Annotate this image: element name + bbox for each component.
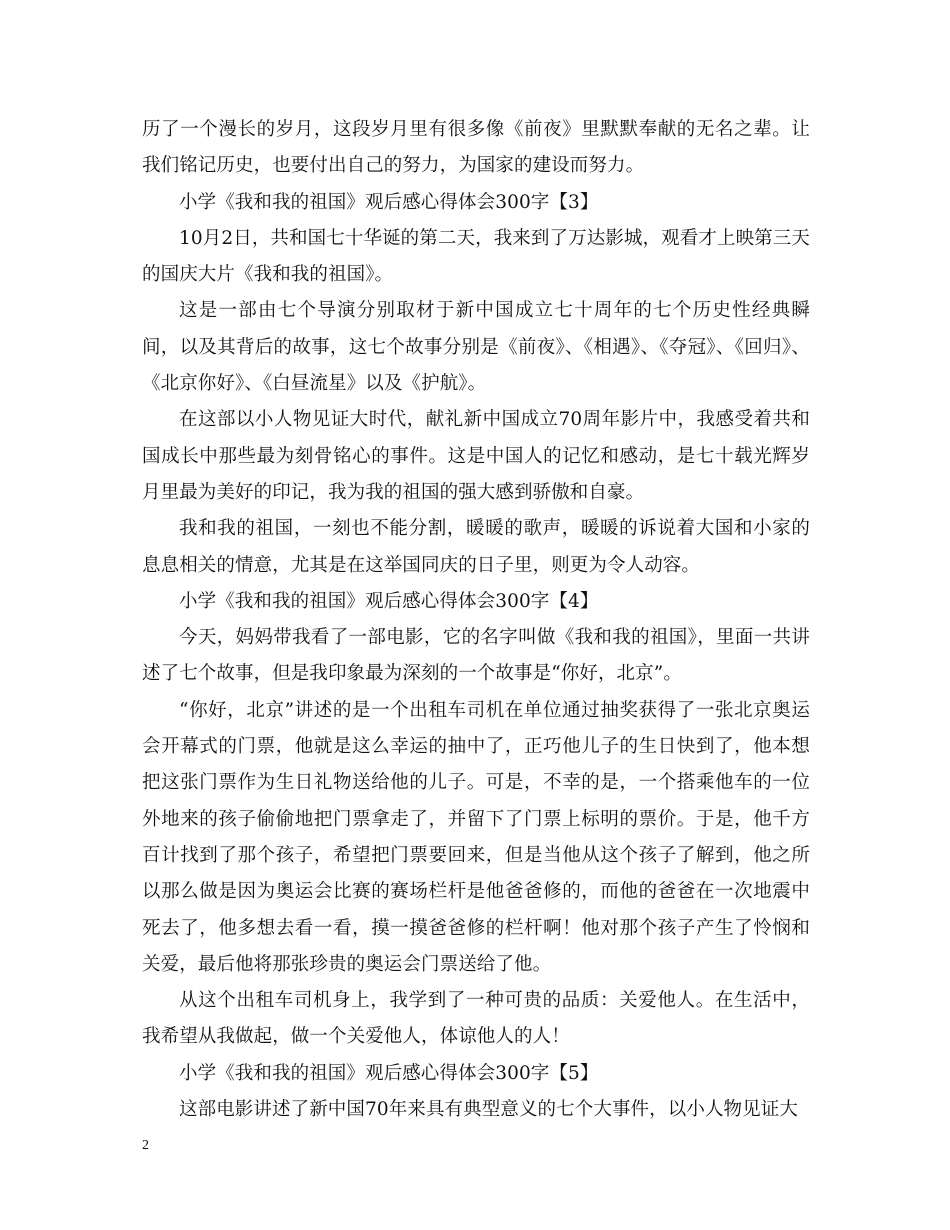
paragraph: 这部电影讲述了新中国70年来具有典型意义的七个大事件，以小人物见证大: [179, 1099, 798, 1121]
paragraph: “你好，北京”讲述的是一个出租车司机在单位通过抽奖获得了一张北京奥运会开幕式的门票，他就是这么幸运的抽中了，正巧他儿子的生日快到了，他本想把这张门票作为生日礼物送给他的儿子。可是，不幸的是，一个搭乘他车的一位外地来的孩子偷偷地把门票拿走了，并留下了门票上标明的票价。于是，他千方百计找到了那个孩子，希望把门票要回来，但是当他从这个孩子了解到，他之所以那么做是因为奥运会比赛的赛场栏杆是他爸爸修的，而他的爸爸在一次地震中死去了，他多想去看一看，摸一摸爸爸修的栏杆啊！他对那个孩子产生了怜悯和关爱，最后他将那张珍贵的奥运会门票送给了他。: [142, 699, 810, 975]
paragraph: 今天，妈妈带我看了一部电影，它的名字叫做《我和我的祖国》，里面一共讲述了七个故事，但是我印象最为深刻的一个故事是“你好，北京”。: [142, 627, 810, 685]
section-heading: 小学《我和我的祖国》观后感心得体会300字【5】: [179, 1062, 599, 1084]
paragraph: 这是一部由七个导演分别取材于新中国成立七十周年的七个历史性经典瞬间，以及其背后的故事，这七个故事分别是《前夜》、《相遇》、《夺冠》、《回归》、《北京你好》、《白昼流星》以及《护航》。: [142, 300, 810, 395]
paragraph: 历了一个漫长的岁月，这段岁月里有很多像《前夜》里默默奉献的无名之辈。让我们铭记历史，也要付出自己的努力，为国家的建设而努力。: [142, 119, 810, 177]
paragraph: 10月2日，共和国七十华诞的第二天，我来到了万达影城，观看才上映第三天的国庆大片《我和我的祖国》。: [142, 227, 810, 286]
paragraph: 在这部以小人物见证大时代，献礼新中国成立70周年影片中，我感受着共和国成长中那些最为刻骨铭心的事件。这是中国人的记忆和感动，是七十载光辉岁月里最为美好的印记，我为我的祖国的强大感到骄傲和自豪。: [142, 409, 810, 503]
page-number: 2: [142, 1138, 149, 1153]
paragraph: 我和我的祖国，一刻也不能分割，暖暖的歌声，暖暖的诉说着大国和小家的息息相关的情意，尤其是在这举国同庆的日子里，则更为令人动容。: [142, 518, 810, 576]
paragraph: 从这个出租车司机身上，我学到了一种可贵的品质：关爱他人。在生活中，我希望从我做起，做一个关爱他人，体谅他人的人！: [142, 990, 810, 1048]
document-body: [142, 112, 810, 1128]
section-heading: 小学《我和我的祖国》观后感心得体会300字【3】: [179, 191, 599, 213]
section-heading: 小学《我和我的祖国》观后感心得体会300字【4】: [179, 590, 599, 612]
